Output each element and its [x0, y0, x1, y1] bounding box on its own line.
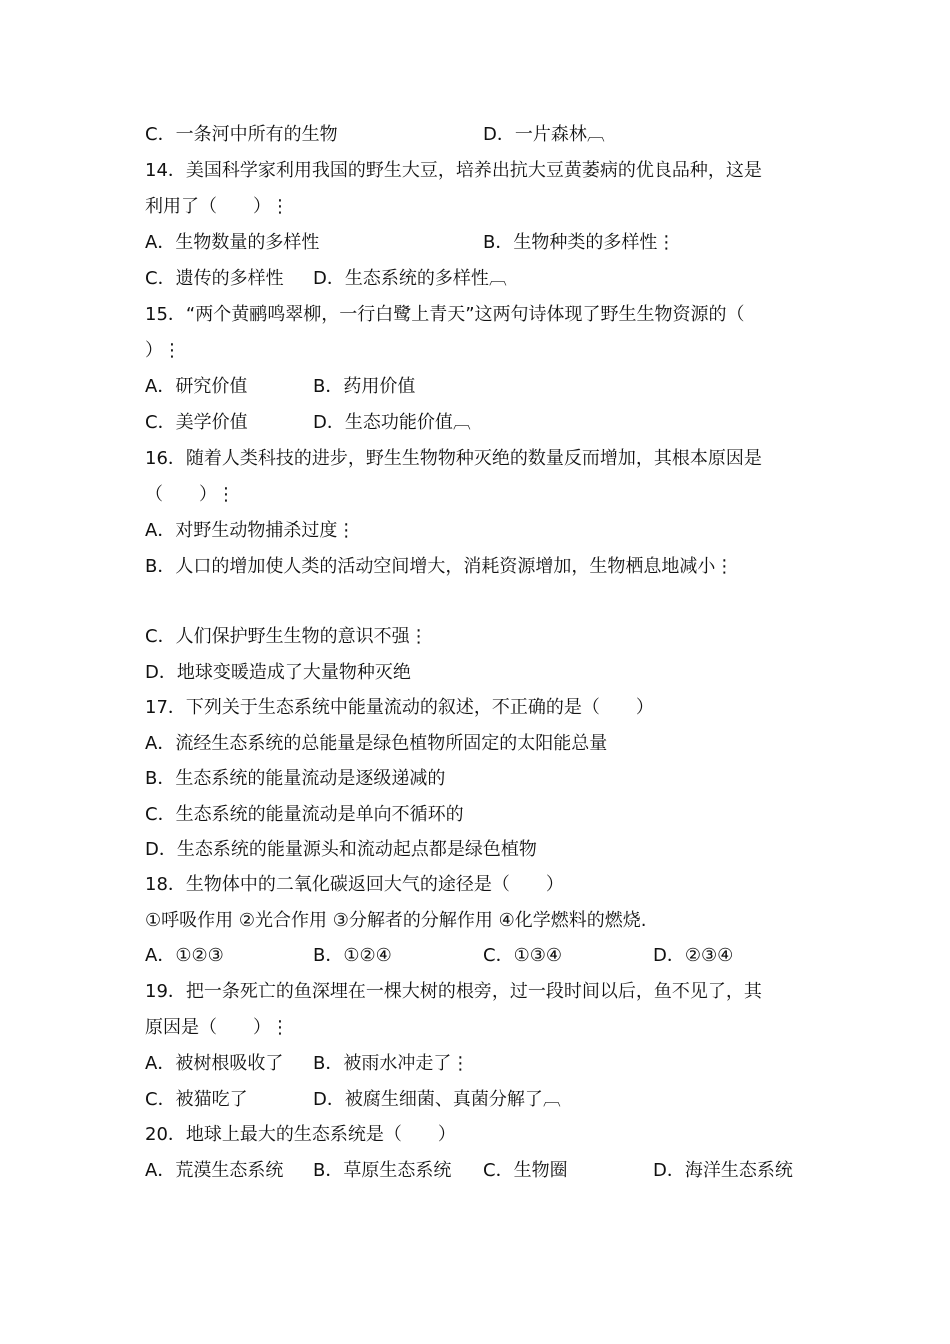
option-d: D．地球变暖造成了大量物种灭绝 — [145, 662, 411, 683]
option-a: A．流经生态系统的总能量是绿色植物所固定的太阳能总量 — [145, 733, 608, 754]
option-d: D．生态功能价值︹ — [313, 412, 471, 433]
question-text: ）⋮ — [145, 340, 181, 361]
option-b: B．①②④ — [313, 945, 392, 966]
question-text: 14．美国科学家利用我国的野生大豆，培养出抗大豆黄萎病的优良品种，这是 — [145, 160, 762, 181]
option-a: A．研究价值 — [145, 376, 248, 397]
question-text: 15．“两个黄鹂鸣翠柳，一行白鹭上青天”这两句诗体现了野生生物资源的（ — [145, 304, 745, 325]
option-b: B．药用价值 — [313, 376, 416, 397]
option-c: C．人们保护野生生物的意识不强⋮ — [145, 626, 428, 647]
option-c: C．美学价值 — [145, 412, 248, 433]
option-d: D．一片森林︹ — [483, 124, 605, 145]
option-c: C．生态系统的能量流动是单向不循环的 — [145, 804, 464, 825]
option-c: C．被猫吃了 — [145, 1089, 248, 1110]
option-a: A．对野生动物捕杀过度⋮ — [145, 520, 356, 541]
option-d: D．海洋生态系统 — [653, 1160, 793, 1181]
option-c: C．遗传的多样性 — [145, 268, 284, 289]
option-c: C．生物圈 — [483, 1160, 568, 1181]
option-b: B．人口的增加使人类的活动空间增大，消耗资源增加，生物栖息地减小⋮ — [145, 556, 734, 577]
option-a: A．生物数量的多样性 — [145, 232, 320, 253]
question-text: 原因是（ ）⋮ — [145, 1017, 289, 1038]
option-d: D．生态系统的多样性︹ — [313, 268, 507, 289]
question-text: 18．生物体中的二氧化碳返回大气的途径是（ ） — [145, 874, 564, 895]
question-items: ①呼吸作用 ②光合作用 ③分解者的分解作用 ④化学燃料的燃烧. — [145, 910, 647, 931]
option-b: B．草原生态系统 — [313, 1160, 452, 1181]
option-c: C．一条河中所有的生物 — [145, 124, 338, 145]
option-c: C．①③④ — [483, 945, 562, 966]
option-d: D．②③④ — [653, 945, 734, 966]
option-b: B．被雨水冲走了⋮ — [313, 1053, 470, 1074]
option-d: D．生态系统的能量源头和流动起点都是绿色植物 — [145, 839, 537, 860]
question-text: 19．把一条死亡的鱼深埋在一棵大树的根旁，过一段时间以后，鱼不见了，其 — [145, 981, 762, 1002]
question-text: （ ）⋮ — [145, 484, 235, 505]
question-text: 20．地球上最大的生态系统是（ ） — [145, 1124, 456, 1145]
option-b: B．生物种类的多样性⋮ — [483, 232, 676, 253]
question-text: 16．随着人类科技的进步，野生生物物种灭绝的数量反而增加，其根本原因是 — [145, 448, 762, 469]
option-a: A．荒漠生态系统 — [145, 1160, 284, 1181]
question-text: 17．下列关于生态系统中能量流动的叙述，不正确的是（ ） — [145, 697, 654, 718]
question-text: 利用了（ ）⋮ — [145, 196, 289, 217]
option-a: A．被树根吸收了 — [145, 1053, 284, 1074]
option-d: D．被腐生细菌、真菌分解了︹ — [313, 1089, 561, 1110]
option-a: A．①②③ — [145, 945, 224, 966]
option-b: B．生态系统的能量流动是逐级递减的 — [145, 768, 446, 789]
